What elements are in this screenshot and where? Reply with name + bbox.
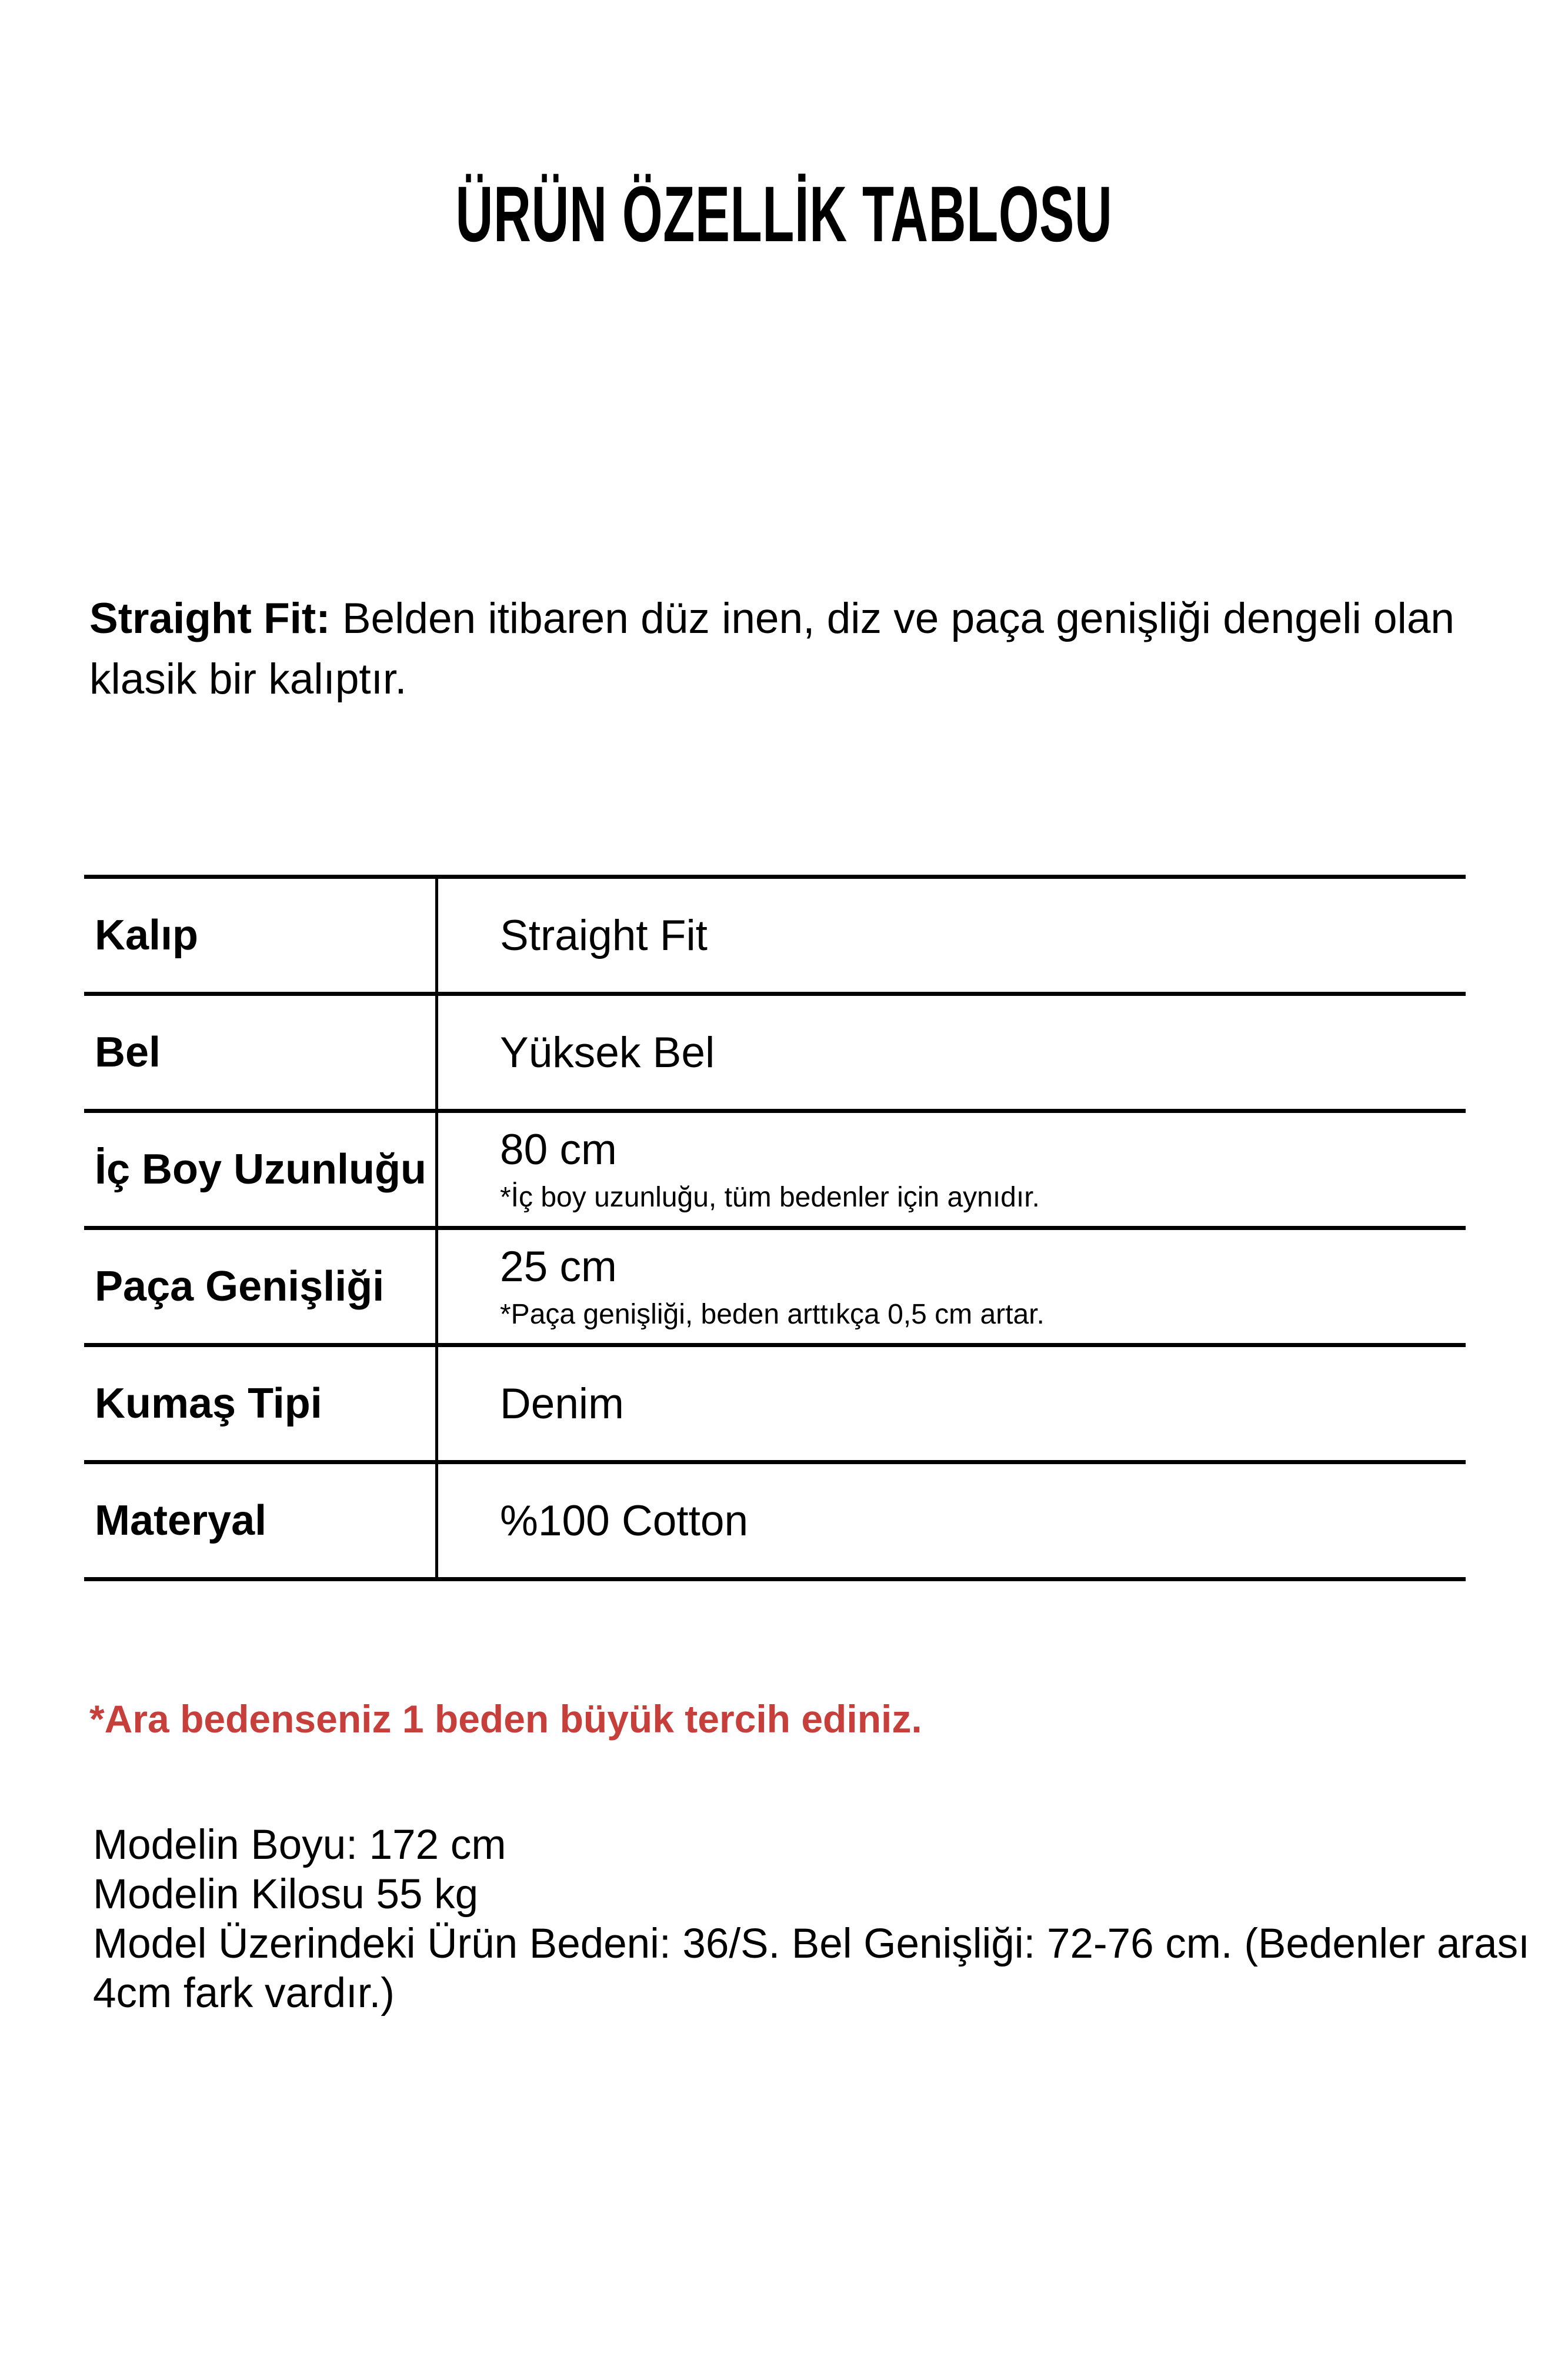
row-value-cell [438, 996, 1466, 1109]
row-value-cell [438, 1347, 1466, 1460]
model-info-line: Modelin Kilosu 55 kg [93, 1871, 479, 1918]
row-label: Paça Genişliği [84, 1230, 438, 1343]
intro-text: Belden itibaren düz inen, diz ve paça genişliği dengeli olan klasik bir kalıptır. [89, 595, 1455, 703]
row-label: Kalıp [84, 879, 438, 992]
row-label: Kumaş Tipi [84, 1347, 438, 1460]
size-warning-note: *Ara bedenseniz 1 beden büyük tercih ediniz. [89, 1697, 922, 1741]
table-row [84, 1347, 1466, 1464]
row-label: Materyal [84, 1464, 438, 1577]
intro-lead-bold: Straight Fit: [89, 595, 331, 642]
page-title: ÜRÜN ÖZELLİK TABLOSU [455, 171, 1113, 258]
table-row [84, 1464, 1466, 1581]
row-label: İç Boy Uzunluğu [84, 1113, 438, 1226]
intro-paragraph [89, 588, 1489, 709]
row-value: 80 cm [500, 1126, 617, 1174]
table-row [84, 996, 1466, 1113]
row-value-cell [438, 879, 1466, 992]
row-value: 25 cm [500, 1243, 617, 1291]
row-value: Yüksek Bel [500, 1028, 715, 1076]
table-row [84, 879, 1466, 996]
row-value-cell [438, 1464, 1466, 1577]
model-info [93, 1821, 1552, 2018]
row-note: *Paça genişliği, beden arttıkça 0,5 cm artar. [500, 1299, 1045, 1330]
table-row [84, 1230, 1466, 1347]
table-row [84, 1113, 1466, 1230]
row-label: Bel [84, 996, 438, 1109]
row-note: *İç boy uzunluğu, tüm bedenler için aynıdır. [500, 1182, 1040, 1213]
row-value: %100 Cotton [500, 1497, 749, 1545]
spec-table [84, 875, 1466, 1581]
row-value: Denim [500, 1379, 624, 1428]
row-value-cell [438, 1230, 1466, 1343]
model-info-line: Modelin Boyu: 172 cm [93, 1822, 506, 1868]
model-info-line: Model Üzerindeki Ürün Bedeni: 36/S. Bel Genişliği: 72-76 cm. (Bedenler arası 4cm fark vardır.) [93, 1921, 1530, 2017]
row-value: Straight Fit [500, 911, 708, 959]
row-value-cell [438, 1113, 1466, 1226]
